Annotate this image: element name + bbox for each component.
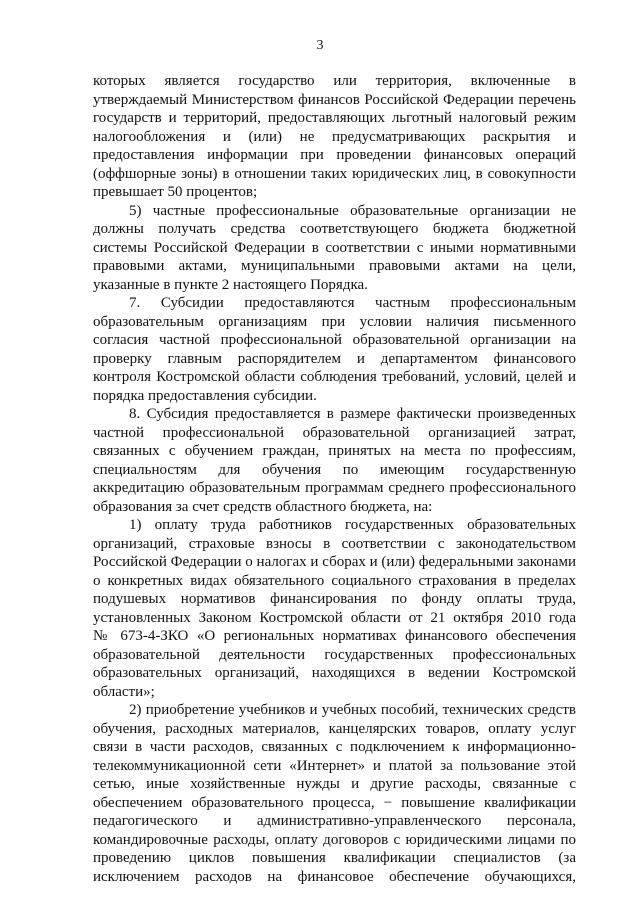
text-line: превышает 50 процентов; [93, 184, 258, 200]
text-line: педагогического и административно-управленческого персонала, [93, 813, 576, 829]
text-line: обучения, расходных материалов, канцелярских товаров, оплату услуг [93, 720, 576, 737]
text-line: исключением расходов на финансовое обеспечение обучающихся, [93, 868, 576, 885]
text-line: установленных Законом Костромской области от 21 октября 2010 года [93, 609, 576, 626]
text-line: частной профессиональной образовательной организацией затрат, [93, 424, 576, 441]
text-line: организаций, страховые взносы в соответствии с законодательством [93, 535, 576, 552]
text-line: Российской Федерации о налогах и сборах и (или) федеральными законами [93, 554, 576, 570]
text-line: контроля Костромской области соблюдения требований, условий, целей и [93, 369, 576, 385]
text-line: подушевых нормативов финансирования по фонду оплаты труда, [93, 591, 576, 607]
text-line: аккредитацию образовательным программам среднего профессионального [93, 480, 576, 496]
text-line: специальностям для обучения по имеющим государственную [93, 461, 576, 478]
text-line: 2) приобретение учебников и учебных пособий, технических средств [129, 702, 576, 718]
text-line: проверку главным распорядителем и департаментом финансового [93, 350, 576, 367]
text-line: командировочные расходы, оплату договоров с юридическими лицами по [93, 831, 576, 848]
text-line: образовательной деятельности государственных профессиональных [93, 646, 576, 663]
text-line: которых является государство или территория, включенные в [93, 73, 576, 89]
text-line: связи в части расходов, связанных с подключением к информационно- [93, 739, 576, 755]
text-line: телекоммуникационной сети «Интернет» и платой за пользование этой [93, 757, 576, 774]
text-line: системы Российской Федерации в соответствии с иными нормативными [93, 239, 576, 256]
text-line: связанных с обучением граждан, принятых на места по профессиям, [93, 443, 576, 459]
page-number: 3 [316, 38, 324, 53]
text-line: 1) оплату труда работников государственных образовательных [129, 517, 576, 533]
text-line: (оффшорные зоны) в отношении таких юридических лиц, в совокупности [93, 165, 576, 182]
text-line: № 673-4-ЗКО «О региональных нормативах финансового обеспечения [93, 628, 576, 644]
text-line: утверждаемый Министерством финансов Российской Федерации перечень [93, 91, 576, 108]
text-line: должны получать средства соответствующего бюджета бюджетной [93, 221, 576, 237]
text-line: указанные в пункте 2 настоящего Порядка. [93, 276, 368, 293]
text-line: предоставления информации при проведении финансовых операций [93, 147, 576, 163]
text-line: сетью, иные хозяйственные нужды и другие расходы, связанные с [93, 776, 576, 792]
text-line: о конкретных видах обязательного социального страхования в пределах [93, 572, 576, 589]
text-line: 8. Субсидия предоставляется в размере фактически произведенных [129, 406, 576, 422]
text-line: 5) частные профессиональные образовательные организации не [129, 202, 576, 219]
text-line: налогообложения и (или) не предусматривающих раскрытия и [93, 128, 576, 145]
text-line: области»; [93, 683, 155, 700]
text-line: порядка предоставления субсидии. [93, 387, 317, 404]
text-line: образовательным организациям при условии наличия письменного [93, 313, 576, 330]
text-line: государств и территорий, предоставляющих льготный налоговый режим [93, 110, 576, 126]
text-line: правовыми актами, муниципальными правовыми актами на цели, [93, 258, 576, 274]
text-line: проведению циклов повышения квалификации специалистов (за [93, 850, 576, 866]
text-line: образовательных организаций, находящихся в ведении Костромской [93, 665, 576, 681]
text-line: согласия частной профессиональной образовательной организации на [93, 332, 576, 348]
text-line: обеспечением образовательного процесса, − повышение квалификации [93, 794, 576, 811]
text-line: образования за счет средств областного бюджета, на: [93, 498, 433, 515]
text-line: 7. Субсидии предоставляются частным профессиональным [129, 295, 576, 311]
